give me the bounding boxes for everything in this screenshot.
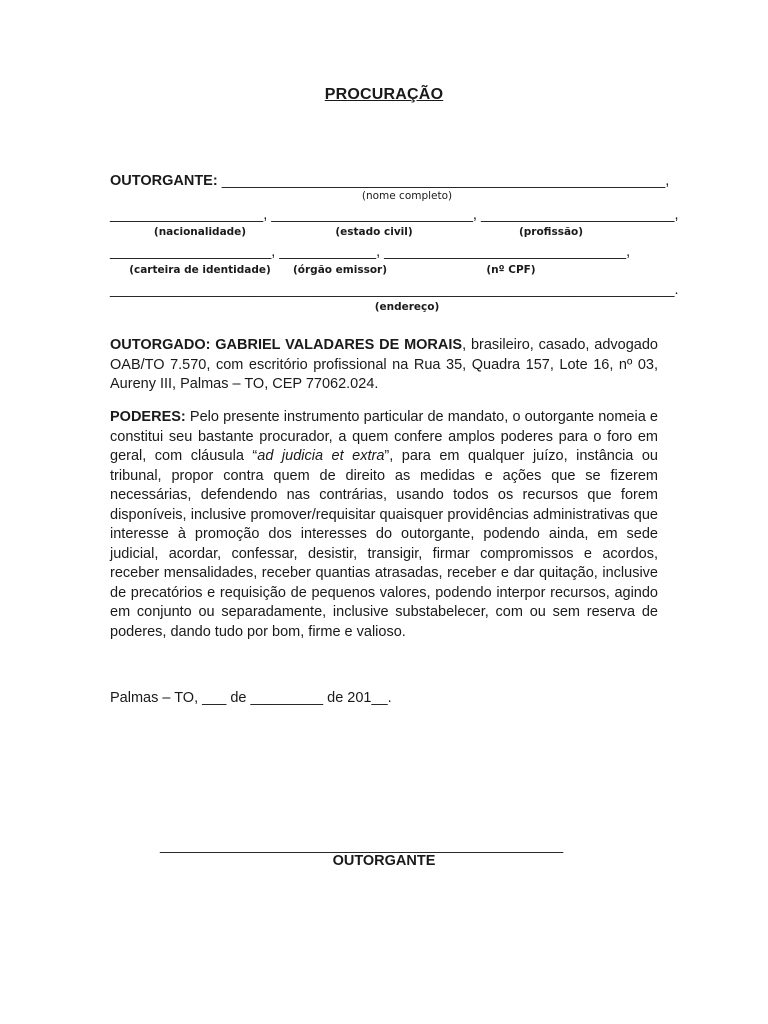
endereco-line: ______________________________________________________________________. <box>110 282 679 298</box>
caption-nome-completo: (nome completo) <box>361 190 453 202</box>
outorgante-line <box>110 173 669 189</box>
caption-nacionalidade: (nacionalidade) <box>153 226 247 238</box>
poderes-label: PODERES: <box>110 409 186 425</box>
document-title: PROCURAÇÃO <box>324 86 444 103</box>
poderes-paragraph <box>110 408 658 642</box>
outorgado-label: OUTORGADO: GABRIEL VALADARES DE MORAIS <box>110 337 463 353</box>
outorgante-label: OUTORGANTE: <box>110 173 218 189</box>
signature-line: __________________________________________________ <box>160 838 564 854</box>
poderes-text-after: ”, para em qualquer juízo, instância ou tribunal, propor contra quem de direito as medidas e ações que se fizerem necessárias, defendendo nas contrárias, usando todos os recursos que forem disponíveis, inclusive promover/requisitar quaisquer providências administrativas que interesse à promoção dos interesses do outorgante, podendo ainda, em sede judicial, acordar, confessar, desistir, transigir, firmar compromissos e acordos, receber mensalidades, receber quantias atrasadas, receber e dar quitação, inclusive de precatórios e requisição de pequenos valores, podendo interpor recursos, agindo em conjunto ou separadamente, inclusive substabelecer, com ou sem reserva de poderes, dando tudo por bom, firme e valioso. <box>110 448 659 640</box>
poderes-clausula: ad judicia et extra <box>257 448 385 464</box>
caption-endereco: (endereço) <box>374 301 440 313</box>
qualificacao-line: ___________________, _________________________, ________________________, <box>110 207 679 223</box>
outorgado-paragraph <box>110 336 658 395</box>
outorgado-text: , brasileiro, casado, advogado OAB/TO 7.570, com escritório profissional na Rua 35, Quadra 157, Lote 16, nº 03, Aureny III, Palmas – TO, CEP 77062.024. <box>110 337 658 392</box>
poderes-text-before: Pelo presente instrumento particular de mandato, o outorgante nomeia e constitui seu bastante procurador, a quem confere amplos poderes para o foro em geral, com cláusula “ <box>110 409 658 464</box>
caption-carteira-identidade: (carteira de identidade) <box>129 264 271 276</box>
caption-cpf: (nº CPF) <box>486 264 536 276</box>
nome-blank: _______________________________________________________, <box>217 173 670 189</box>
caption-profissao: (profissão) <box>518 226 584 238</box>
signature-label: OUTORGANTE <box>332 853 436 869</box>
documentos-line: ____________________, ____________, ______________________________, <box>110 244 631 260</box>
place-date: Palmas – TO, ___ de _________ de 201__. <box>110 690 392 706</box>
caption-estado-civil: (estado civil) <box>335 226 413 238</box>
caption-orgao-emissor: (órgão emissor) <box>292 264 388 276</box>
